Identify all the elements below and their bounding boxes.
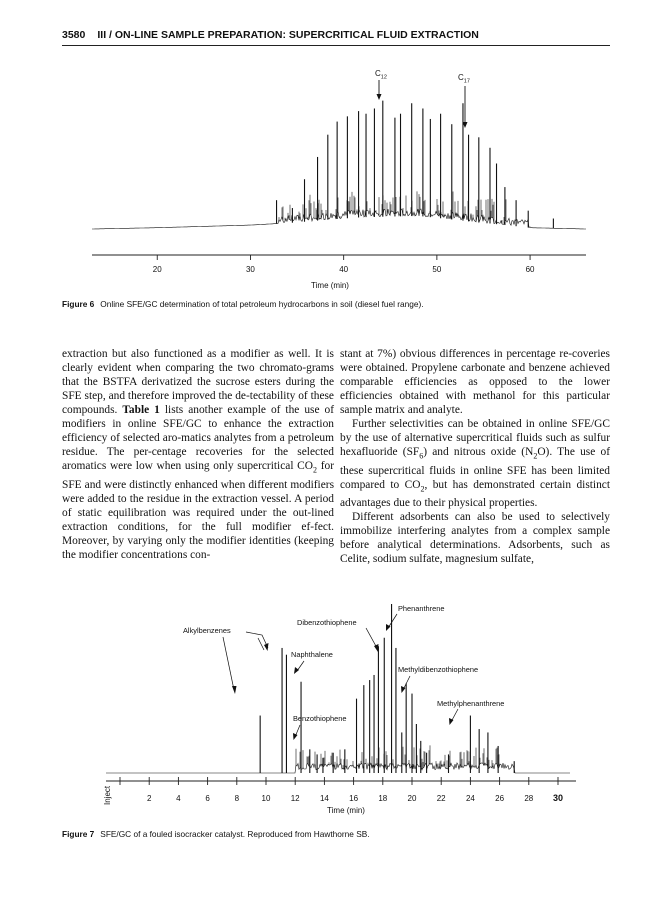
methyldibenzothiophene-text: Methyldibenzothiophene xyxy=(398,665,479,674)
label-alkylbenzenes xyxy=(183,626,269,694)
figure-7-x-label: Time (min) xyxy=(327,806,365,815)
benzothiophene-text: Benzothiophene xyxy=(293,714,347,723)
fig6-tick-label: 60 xyxy=(525,265,535,274)
benzothiophene-arrowhead xyxy=(293,733,298,740)
paragraph-left: extraction but also functioned as a modifier as well. It is clearly evident when comparing the two chromato-grams that the BSTFA derivatized the sucrose esters during the SFE step, and therefore improved the de-tectability of these compounds. Table 1 lists another example of the use of modifiers in online SFE/GC to enhance the extraction efficiency of selected aro-matics analytes from a petroleum residue. The per-centage recoveries for the selected aromatics were low when using only supercritical $CO_2$ for SFE and were distinctly enhanced when different modifiers were added to the residue in the extraction vessel. A period of static equilibration was required under the out-lined extraction conditions, for the full modifier ef-fect. Moreover, by varying only the modifier identities (keeping the modifier concentrations con- xyxy=(62,348,334,561)
label-dibenzothiophene xyxy=(297,618,379,652)
figure-7-chromatogram xyxy=(0,595,668,820)
figure-7-trace xyxy=(106,604,570,773)
paragraph-right-2: Further selectivities can be obtained in online SFE/GC by the use of alternative supercritical fluids such as sulfur hexafluoride $(SF_6)$ and nitrous oxide $(N_2O)$. The use of these supercritical fluids in online SFE has been limited compared to $CO_2$, but has demonstrated certain distinct advantages due to their physical properties. xyxy=(340,418,610,510)
paragraph-right-1: stant at 7%) obvious differences in percentage re-coveries were obtained. Propylene carbonate and benzene achieved comparable efficiencies as opposed to the lower efficiencies obtained with methanol for this particular sample matrix and analyte. xyxy=(340,348,610,417)
figure-6-trace xyxy=(92,101,586,229)
fig6-tick-label: 20 xyxy=(152,265,162,274)
fig7-tick-label: 6 xyxy=(205,794,210,803)
fig7-tick-label: 14 xyxy=(319,794,329,803)
methylphenanthrene-text: Methylphenanthrene xyxy=(437,699,505,708)
figure-6-caption-text: Online SFE/GC determination of total petroleum hydrocarbons in soil (diesel fuel range). xyxy=(100,299,424,309)
annotation-c17-label: $C_{17}$ xyxy=(458,73,470,85)
naphthalene-arrowhead xyxy=(294,667,299,674)
dibenzothiophene-arrowhead xyxy=(374,644,379,652)
figure-6-x-axis xyxy=(92,255,586,274)
fig7-tick-label: 22 xyxy=(436,794,446,803)
running-header xyxy=(62,27,610,43)
fig7-tick-label: 2 xyxy=(146,794,152,803)
fig6-tick-label: 50 xyxy=(432,265,442,274)
naphthalene-text: Naphthalene xyxy=(291,650,333,659)
figure-6-x-label: Time (min) xyxy=(311,281,349,290)
annotation-c12-label: $C_{12}$ xyxy=(375,69,387,81)
label-methyldibenzothiophene xyxy=(398,665,478,693)
fig7-tick-label: 28 xyxy=(524,794,534,803)
figure-6-label: Figure 6 xyxy=(62,299,95,309)
page-number: 3580 xyxy=(62,29,86,41)
annotation-c12 xyxy=(375,69,387,100)
fig6-tick-label: 40 xyxy=(339,265,349,274)
dibenzothiophene-leader xyxy=(366,628,377,648)
body-column-right xyxy=(340,347,610,566)
dibenzothiophene-text: Dibenzothiophene xyxy=(297,618,357,627)
body-column-left xyxy=(62,347,334,562)
header-rule xyxy=(62,45,610,46)
table-1-reference[interactable]: Table 1 xyxy=(122,404,160,417)
fig7-tick-label: 20 xyxy=(407,794,417,803)
running-title: III / ON-LINE SAMPLE PREPARATION: SUPERCRITICAL FLUID EXTRACTION xyxy=(97,29,479,41)
fig7-tick-label: 16 xyxy=(349,794,359,803)
fig7-tick-label: 10 xyxy=(261,794,271,803)
alkylbenzenes-text: Alkylbenzenes xyxy=(183,626,231,635)
figure-7-caption xyxy=(62,829,370,839)
label-naphthalene xyxy=(291,650,333,674)
alkylbenzenes-leader-3 xyxy=(258,638,264,650)
phenanthrene-text: Phenanthrene xyxy=(398,604,445,613)
annotation-c17 xyxy=(458,73,470,128)
label-phenanthrene xyxy=(386,604,444,631)
alkylbenzenes-arrowhead-2 xyxy=(264,643,269,651)
fig7-tick-label: 8 xyxy=(234,794,240,803)
fig7-tick-label: 30 xyxy=(552,793,564,803)
alkylbenzenes-leader-1 xyxy=(223,637,234,690)
alkylbenzenes-arrowhead-1 xyxy=(232,686,237,694)
fig7-tick-label: 4 xyxy=(176,794,181,803)
fig7-baseline-trace xyxy=(106,745,570,773)
figure-6-caption xyxy=(62,299,424,309)
figure-7-caption-text: SFE/GC of a fouled isocracker catalyst. Reproduced from Hawthorne SB. xyxy=(100,829,370,839)
fig7-tick-label: 18 xyxy=(378,794,388,803)
annotation-c12-arrowhead xyxy=(377,94,382,100)
fig7-tick-label: 26 xyxy=(495,794,505,803)
figure-7-x-axis xyxy=(103,777,576,805)
fig7-inject-label: Inject xyxy=(103,785,112,805)
fig7-tick-label: 12 xyxy=(290,794,300,803)
paragraph-right-3: Different adsorbents can also be used to selectively immobilize interfering analytes from a complex sample before analytical determinations. Adsorbents, such as Celite, sodium sulfate, magnesium sulfate, xyxy=(340,511,610,566)
figure-7-label: Figure 7 xyxy=(62,829,95,839)
fig6-baseline-trace xyxy=(92,191,586,229)
fig6-tick-label: 30 xyxy=(245,265,255,274)
figure-6-chromatogram xyxy=(0,60,668,292)
fig7-tick-label: 24 xyxy=(465,794,475,803)
